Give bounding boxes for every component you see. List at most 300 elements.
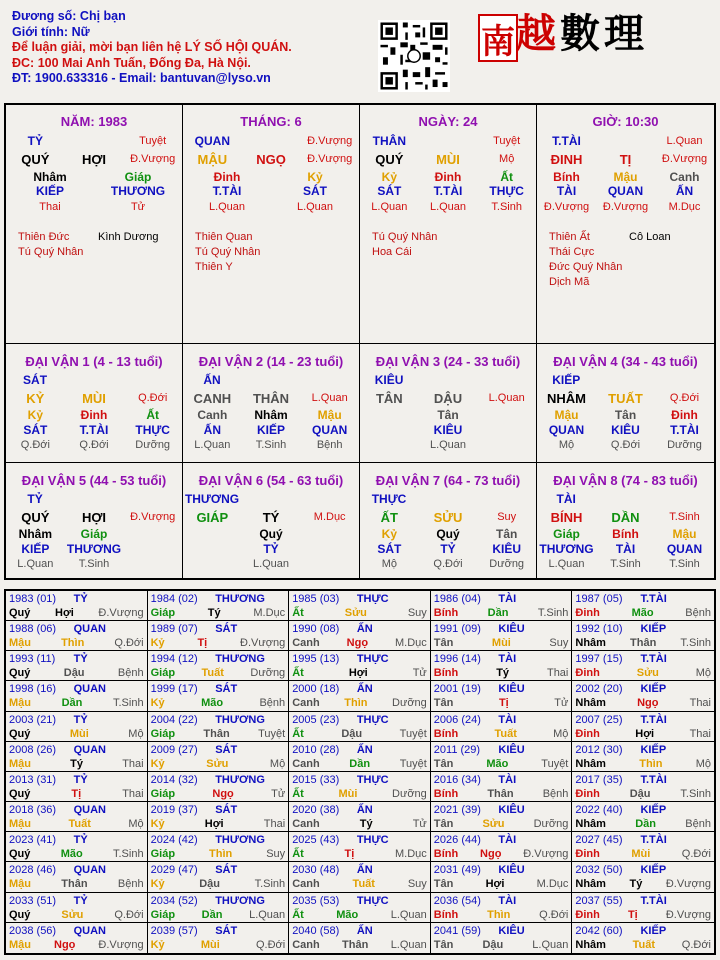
annual-line-2 xyxy=(9,938,144,952)
annual-line-1 xyxy=(292,833,427,847)
hidden-stage: L.Quan xyxy=(429,201,467,213)
hidden-stage: Dưỡng xyxy=(489,557,525,570)
annual-branch: Hợi xyxy=(485,878,505,891)
annual-cell xyxy=(6,712,148,742)
annual-line-1 xyxy=(292,652,427,666)
annual-line-2 xyxy=(292,908,427,922)
annual-cell xyxy=(572,832,714,862)
annual-line-2 xyxy=(575,787,711,801)
annual-stage: Q.Đới xyxy=(114,637,144,650)
annual-god: T.TÀI xyxy=(640,894,667,907)
annual-stage: Tuyệt xyxy=(399,727,427,740)
annual-stage: Q.Đới xyxy=(255,938,286,951)
annual-line-2 xyxy=(151,787,286,801)
heavenly-stem: ẤT xyxy=(380,509,398,525)
hidden-god: QUAN xyxy=(607,184,644,198)
info-row xyxy=(537,389,714,407)
annual-stem: Nhâm xyxy=(575,818,606,831)
address: ĐC: 100 Mai Anh Tuấn, Đống Đa, Hà Nội. xyxy=(12,55,251,70)
info-row xyxy=(183,526,359,541)
annual-stem: Giáp xyxy=(150,607,176,619)
annual-branch: Tuất xyxy=(201,667,224,680)
star-item: Tú Quý Nhân xyxy=(195,246,261,258)
annual-line-2 xyxy=(434,727,569,741)
annual-line-1 xyxy=(434,592,569,606)
hidden-god: T.TÀI xyxy=(212,184,242,198)
annual-line-1 xyxy=(151,682,286,696)
annual-stem: Kỷ xyxy=(150,757,165,770)
annual-line-1 xyxy=(434,773,569,787)
annual-branch: Sửu xyxy=(344,607,367,619)
annual-god: KIÊU xyxy=(498,864,525,877)
stem-god: TỶ xyxy=(27,134,43,148)
earthly-branch: TỊ xyxy=(619,151,632,167)
annual-branch: Tý xyxy=(70,757,84,770)
hidden-stem: Quý xyxy=(259,526,283,541)
info-row xyxy=(183,371,359,389)
annual-stage: L.Quan xyxy=(390,938,427,951)
stage: Mộ xyxy=(499,153,515,165)
annual-year: 2037 (55) xyxy=(575,894,623,907)
annual-god: SÁT xyxy=(215,924,238,937)
annual-stage: Tử xyxy=(271,787,286,800)
annual-stem: Quý xyxy=(9,848,31,861)
hidden-stage: Q.Đới xyxy=(433,557,463,570)
annual-god: SÁT xyxy=(215,623,238,636)
annual-god: THƯƠNG xyxy=(215,773,265,786)
hidden-god: ẤN xyxy=(203,422,221,437)
annual-cell xyxy=(148,923,290,953)
annual-branch: Ngọ xyxy=(212,787,234,800)
stem-god: TỶ xyxy=(27,492,43,506)
annual-stem: Canh xyxy=(292,757,320,770)
info-row xyxy=(183,422,359,437)
annual-stem: Quý xyxy=(9,607,31,619)
info-row xyxy=(360,422,536,437)
annual-stem: Quý xyxy=(9,727,31,740)
annual-stage: Mộ xyxy=(128,818,144,831)
annual-year: 2018 (36) xyxy=(9,804,57,817)
annual-year: 2008 (26) xyxy=(9,743,57,756)
annual-cell xyxy=(431,681,573,711)
annual-stem: Đinh xyxy=(575,667,600,680)
annual-branch: Mão xyxy=(631,607,654,619)
info-row xyxy=(537,198,714,216)
dai-van-cell xyxy=(183,463,360,580)
annual-year: 2035 (53) xyxy=(292,894,340,907)
star-item: Hoa Cái xyxy=(372,246,412,258)
annual-line-2 xyxy=(292,787,427,801)
annual-branch: Hợi xyxy=(204,818,224,831)
annual-line-1 xyxy=(9,622,144,636)
annual-year: 1998 (16) xyxy=(9,683,57,696)
annual-year: 2015 (33) xyxy=(292,773,340,786)
annual-stem: Mậu xyxy=(9,637,31,650)
hidden-stage: L.Quan xyxy=(371,201,408,213)
stem-god: THỰC xyxy=(371,492,407,506)
annual-line-1 xyxy=(9,863,144,877)
hidden-god: ẤN xyxy=(675,184,694,198)
annual-line-1 xyxy=(292,773,427,787)
star-item: Cô Loan xyxy=(629,231,671,243)
annual-cell xyxy=(431,802,573,832)
chart-owner: Đương số: Chị bạn xyxy=(12,9,126,23)
hidden-god: THỰC xyxy=(489,184,524,198)
annual-year: 2041 (59) xyxy=(433,924,481,937)
hidden-stem: Tân xyxy=(614,407,637,422)
annual-stem: Tân xyxy=(433,938,454,951)
annual-branch: Dậu xyxy=(341,727,363,740)
annual-line-2 xyxy=(292,817,427,831)
dai-van-title: ĐẠI VẬN 3 (24 - 33 tuổi) xyxy=(375,354,521,369)
annual-cell xyxy=(148,862,290,892)
annual-line-2 xyxy=(9,757,144,771)
annual-branch: Tý xyxy=(359,818,373,831)
stem-god: TÀI xyxy=(556,492,576,506)
annual-cell xyxy=(572,862,714,892)
annual-stage: T.Sinh xyxy=(113,697,144,710)
annual-stage: L.Quan xyxy=(532,938,569,951)
hidden-god: KIẾP xyxy=(35,184,64,198)
annual-line-2 xyxy=(434,696,569,710)
annual-line-1 xyxy=(575,743,711,757)
hidden-god: TÀI xyxy=(615,541,636,556)
star-item: Đức Quý Nhân xyxy=(549,261,623,273)
annual-line-2 xyxy=(434,666,569,680)
annual-line-2 xyxy=(151,696,286,710)
annual-line-2 xyxy=(292,727,427,741)
pillar-title: THÁNG: 6 xyxy=(240,114,302,129)
annual-year: 1997 (15) xyxy=(575,653,623,666)
info-row xyxy=(183,541,359,556)
annual-god: SÁT xyxy=(215,743,238,756)
annual-stem: Đinh xyxy=(575,727,600,740)
annual-branch: Mùi xyxy=(631,848,651,861)
annual-branch: Mão xyxy=(60,848,83,861)
annual-branch: Mùi xyxy=(69,727,89,740)
annual-year: 1993 (11) xyxy=(9,653,56,666)
annual-year: 2026 (44) xyxy=(433,834,481,847)
info-row xyxy=(537,556,714,571)
info-row xyxy=(360,556,536,571)
stage: Đ.Vượng xyxy=(130,153,176,165)
annual-line-2 xyxy=(575,908,711,922)
earthly-branch: MÙI xyxy=(436,151,460,167)
annual-branch: Thân xyxy=(630,637,657,650)
earthly-branch: TÝ xyxy=(262,509,280,525)
annual-line-2 xyxy=(9,908,144,922)
annual-stage: Tử xyxy=(412,667,427,680)
annual-line-2 xyxy=(9,787,144,801)
annual-year: 2000 (18) xyxy=(292,683,340,696)
star-item: Tú Quý Nhân xyxy=(372,231,438,243)
annual-line-2 xyxy=(151,877,286,891)
annual-line-2 xyxy=(151,727,286,741)
earthly-branch: HỢI xyxy=(81,509,107,525)
annual-year: 2021 (39) xyxy=(433,804,481,817)
annual-stem: Tân xyxy=(433,757,454,770)
info-row xyxy=(360,198,536,216)
annual-god: KIẾP xyxy=(640,864,667,877)
pillar-title: GIỜ: 10:30 xyxy=(592,114,659,129)
earthly-branch: HỢI xyxy=(81,151,107,167)
info-row xyxy=(183,508,359,526)
annual-year: 2011 (29) xyxy=(433,743,481,756)
star-item: Thiên Y xyxy=(195,261,233,273)
hidden-stage: Thai xyxy=(39,201,61,213)
heavenly-stem: MẬU xyxy=(197,151,228,167)
annual-year: 2031 (49) xyxy=(433,864,481,877)
annual-stem: Ất xyxy=(292,908,304,921)
annual-cell xyxy=(431,621,573,651)
annual-stem: Bính xyxy=(433,727,459,740)
hidden-stage: Đ.Vượng xyxy=(602,201,649,213)
annual-stem: Đinh xyxy=(575,848,600,861)
hidden-god: T.TÀI xyxy=(79,422,109,437)
annual-stage: Thai xyxy=(122,787,144,800)
annual-line-2 xyxy=(434,787,569,801)
annual-line-1 xyxy=(434,924,569,938)
annual-stage: T.Sinh xyxy=(680,787,711,800)
annual-cell xyxy=(289,893,431,923)
annual-year: 2039 (57) xyxy=(150,924,198,937)
stem-god: QUAN xyxy=(194,134,230,148)
hidden-god: SÁT xyxy=(303,184,327,198)
annual-god: THỰC xyxy=(356,834,389,847)
annual-stage: T.Sinh xyxy=(254,878,286,891)
annual-line-1 xyxy=(151,713,286,727)
annual-branch: Ngọ xyxy=(54,938,76,951)
annual-year: 2006 (24) xyxy=(433,713,481,726)
annual-line-2 xyxy=(575,606,711,620)
annual-line-2 xyxy=(292,606,427,620)
hidden-god: THƯƠNG xyxy=(110,184,166,198)
annual-stage: Đ.Vượng xyxy=(523,848,569,861)
annual-branch: Mùi xyxy=(200,938,220,951)
info-row xyxy=(6,556,182,571)
annual-cell xyxy=(148,621,290,651)
annual-line-2 xyxy=(434,908,569,922)
hidden-stage: Dưỡng xyxy=(135,438,171,451)
annual-cell xyxy=(148,832,290,862)
annual-god: T.TÀI xyxy=(640,713,667,726)
annual-branch: Hợi xyxy=(348,667,368,680)
hidden-stage: L.Quan xyxy=(208,201,246,213)
info-row xyxy=(360,150,536,168)
hidden-god: KIÊU xyxy=(611,422,640,437)
annual-branch: Sửu xyxy=(61,908,84,921)
logo-text xyxy=(516,10,648,58)
info-row xyxy=(183,556,359,571)
annual-branch: Ngọ xyxy=(346,637,369,650)
annual-stem: Bính xyxy=(433,607,459,619)
annual-cell xyxy=(148,893,290,923)
stem-god: KIẾP xyxy=(552,373,581,387)
annual-god: TỶ xyxy=(73,834,88,847)
annual-stage: Mộ xyxy=(695,757,711,770)
info-row xyxy=(537,508,714,526)
annual-year: 2042 (60) xyxy=(575,924,623,937)
stage: Đ.Vượng xyxy=(661,153,708,165)
info-row xyxy=(360,407,536,422)
annual-year: 2034 (52) xyxy=(150,894,198,907)
annual-stage: Q.Đới xyxy=(539,908,569,921)
annual-year: 2030 (48) xyxy=(292,864,340,877)
stage: Q.Đới xyxy=(669,392,700,404)
annual-stage: Đ.Vượng xyxy=(665,908,711,921)
annual-year: 1988 (06) xyxy=(9,623,57,636)
annual-line-1 xyxy=(434,833,569,847)
annual-line-1 xyxy=(292,894,427,908)
annual-stem: Nhâm xyxy=(575,878,606,891)
annual-god: QUAN xyxy=(73,924,106,937)
annual-stage: Tử xyxy=(412,818,427,831)
annual-stage: Tuyệt xyxy=(399,757,427,770)
annual-line-2 xyxy=(575,877,711,891)
annual-god: THỰC xyxy=(356,653,389,666)
annual-stage: Thai xyxy=(546,667,569,680)
annual-stage: T.Sinh xyxy=(113,848,144,861)
hidden-god: THƯƠNG xyxy=(539,541,594,556)
annual-branch: Tuất xyxy=(632,938,656,951)
annual-line-1 xyxy=(575,863,711,877)
annual-line-1 xyxy=(9,743,144,757)
annual-stage: Mộ xyxy=(128,727,144,740)
hidden-stage: L.Quan xyxy=(548,557,585,570)
annual-stage: Suy xyxy=(549,637,569,650)
annual-year: 2016 (34) xyxy=(433,773,481,786)
annual-stem: Mậu xyxy=(9,697,31,710)
stem-god: SÁT xyxy=(23,373,48,387)
star-item: Dịch Mã xyxy=(549,276,590,288)
annual-line-2 xyxy=(434,847,569,861)
annual-stem: Kỷ xyxy=(150,697,165,710)
annual-cell xyxy=(572,651,714,681)
annual-stem: Quý xyxy=(9,908,31,921)
hidden-stem: Canh xyxy=(197,407,228,422)
hidden-stem: Mậu xyxy=(672,526,697,541)
annual-god: THƯƠNG xyxy=(215,653,265,666)
annual-line-1 xyxy=(434,713,569,727)
annual-stem: Ất xyxy=(292,667,304,680)
hidden-god: KIẾP xyxy=(21,541,50,556)
annual-stem: Nhâm xyxy=(575,938,606,951)
annual-god: T.TÀI xyxy=(640,834,667,847)
annual-cell xyxy=(289,681,431,711)
annual-stage: M.Dục xyxy=(395,637,427,650)
annual-god: THƯƠNG xyxy=(215,593,265,605)
annual-year: 2025 (43) xyxy=(292,834,340,847)
annual-stem: Nhâm xyxy=(575,697,606,710)
stage: T.Sinh xyxy=(669,511,700,523)
hidden-god: QUAN xyxy=(312,422,348,437)
annual-line-2 xyxy=(292,757,427,771)
annual-year: 1996 (14) xyxy=(433,653,481,666)
earthly-branch: DẬU xyxy=(433,390,463,406)
heavenly-stem: KỶ xyxy=(26,390,45,406)
annual-god: THỰC xyxy=(356,713,389,726)
dai-van-cell xyxy=(537,463,714,580)
annual-branch: Tị xyxy=(71,787,82,800)
annual-cell xyxy=(572,712,714,742)
annual-stage: Thai xyxy=(689,697,711,710)
dai-van-title: ĐẠI VẬN 7 (64 - 73 tuổi) xyxy=(375,473,521,488)
annual-line-2 xyxy=(575,757,711,771)
annual-year: 1994 (12) xyxy=(150,653,198,666)
annual-line-1 xyxy=(292,713,427,727)
hidden-god: T.TÀI xyxy=(433,184,463,198)
annual-god: TÀI xyxy=(498,713,517,726)
annual-branch: Dậu xyxy=(482,938,504,951)
annual-line-2 xyxy=(151,606,286,620)
annual-line-1 xyxy=(151,773,286,787)
annual-cell xyxy=(289,651,431,681)
annual-cell xyxy=(431,862,573,892)
stars-left xyxy=(195,230,260,275)
hidden-stage: M.Dục xyxy=(668,201,701,213)
annual-line-1 xyxy=(151,622,286,636)
annual-line-1 xyxy=(575,682,711,696)
annual-stage: Mộ xyxy=(695,667,711,680)
hidden-stage: L.Quan xyxy=(296,201,334,213)
annual-line-1 xyxy=(575,924,711,938)
annual-cell xyxy=(289,802,431,832)
info-row xyxy=(183,132,359,150)
annual-stage: T.Sinh xyxy=(537,607,569,619)
info-row xyxy=(360,437,536,452)
stars-left xyxy=(372,230,437,260)
annual-year: 2003 (21) xyxy=(9,713,57,726)
annual-god: SÁT xyxy=(215,804,238,817)
annual-stage: Bệnh xyxy=(685,607,711,619)
info-row xyxy=(183,490,359,508)
annual-branch: Hợi xyxy=(635,727,655,740)
hidden-stage: T.Sinh xyxy=(255,438,287,451)
info-row xyxy=(537,526,714,541)
stage: Tuyệt xyxy=(493,135,521,147)
annual-cell xyxy=(289,621,431,651)
annual-line-2 xyxy=(434,877,569,891)
hidden-stem: Tân xyxy=(437,407,459,422)
annual-branch: Thân xyxy=(203,727,230,740)
hidden-god: THỰC xyxy=(135,422,170,437)
annual-year: 2029 (47) xyxy=(150,864,198,877)
dai-van-cell xyxy=(537,344,714,463)
annual-stage: Bệnh xyxy=(117,667,144,680)
annual-god: SÁT xyxy=(215,864,238,877)
annual-branch: Tị xyxy=(627,908,638,921)
hidden-stage: Mộ xyxy=(558,438,575,451)
annual-year: 1999 (17) xyxy=(150,683,198,696)
earthly-branch: SỬU xyxy=(433,509,463,525)
annual-god: T.TÀI xyxy=(640,773,667,786)
info-row xyxy=(183,150,359,168)
qr-code-icon xyxy=(378,20,450,92)
annual-cell xyxy=(572,772,714,802)
hidden-stage: T.Sinh xyxy=(491,201,522,213)
annual-year: 2027 (45) xyxy=(575,834,623,847)
annual-line-2 xyxy=(9,727,144,741)
annual-line-2 xyxy=(434,817,569,831)
annual-god: THỰC xyxy=(356,773,389,786)
annual-stem: Canh xyxy=(292,697,320,710)
annual-branch: Thìn xyxy=(344,697,368,710)
annual-line-2 xyxy=(9,666,144,680)
annual-year: 2036 (54) xyxy=(433,894,481,907)
annual-cell xyxy=(572,742,714,772)
annual-branch: Mùi xyxy=(491,637,511,650)
annual-stage: Dưỡng xyxy=(392,697,427,710)
